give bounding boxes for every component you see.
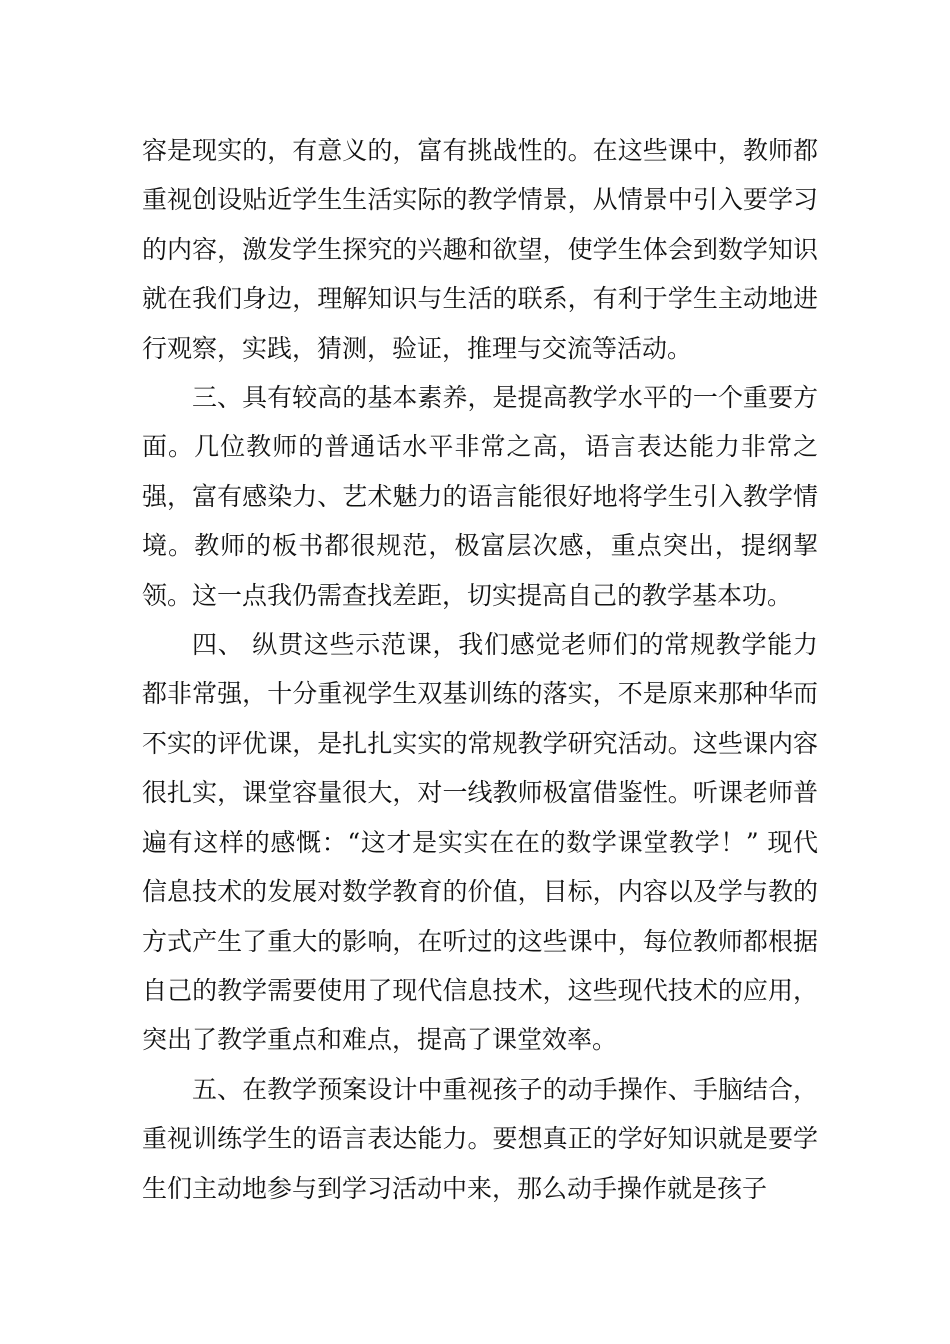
document-page <box>142 126 818 1213</box>
paragraph-four: 四、 纵贯这些示范课，我们感觉老师们的常规教学能力都非常强，十分重视学生双基训练的落实，不是原来那种华而不实的评优课，是扎扎实实的常规教学研究活动。这些课内容很扎实，课堂容量很大，对一线教师极富借鉴性。听课老师普遍有这样的感慨：“这才是实实在在的数学课堂教学！” 现代信息技术的发展对数学教育的价值，目标，内容以及学与教的方式产生了重大的影响，在听过的这些课中，每位教师都根据自己的教学需要使用了现代信息技术，这些现代技术的应用，突出了教学重点和难点，提高了课堂效率。 <box>142 630 818 1055</box>
paragraph-five: 五、在教学预案设计中重视孩子的动手操作、手脑结合，重视训练学生的语言表达能力。要想真正的学好知识就是要学生们主动地参与到学习活动中来，那么动手操作就是孩子 <box>142 1074 818 1203</box>
paragraph-three: 三、具有较高的基本素养，是提高教学水平的一个重要方面。几位教师的普通话水平非常之高，语言表达能力非常之强，富有感染力、艺术魅力的语言能很好地将学生引入教学情境。教师的板书都很规范，极富层次感，重点突出，提纲挈领。这一点我仍需查找差距，切实提高自己的教学基本功。 <box>142 383 818 610</box>
paragraph-continuation: 容是现实的，有意义的，富有挑战性的。在这些课中，教师都重视创设贴近学生生活实际的教学情景，从情景中引入要学习的内容，激发学生探究的兴趣和欲望，使学生体会到数学知识就在我们身边，理解知识与生活的联系，有利于学生主动地进行观察，实践，猜测，验证，推理与交流等活动。 <box>142 136 818 363</box>
